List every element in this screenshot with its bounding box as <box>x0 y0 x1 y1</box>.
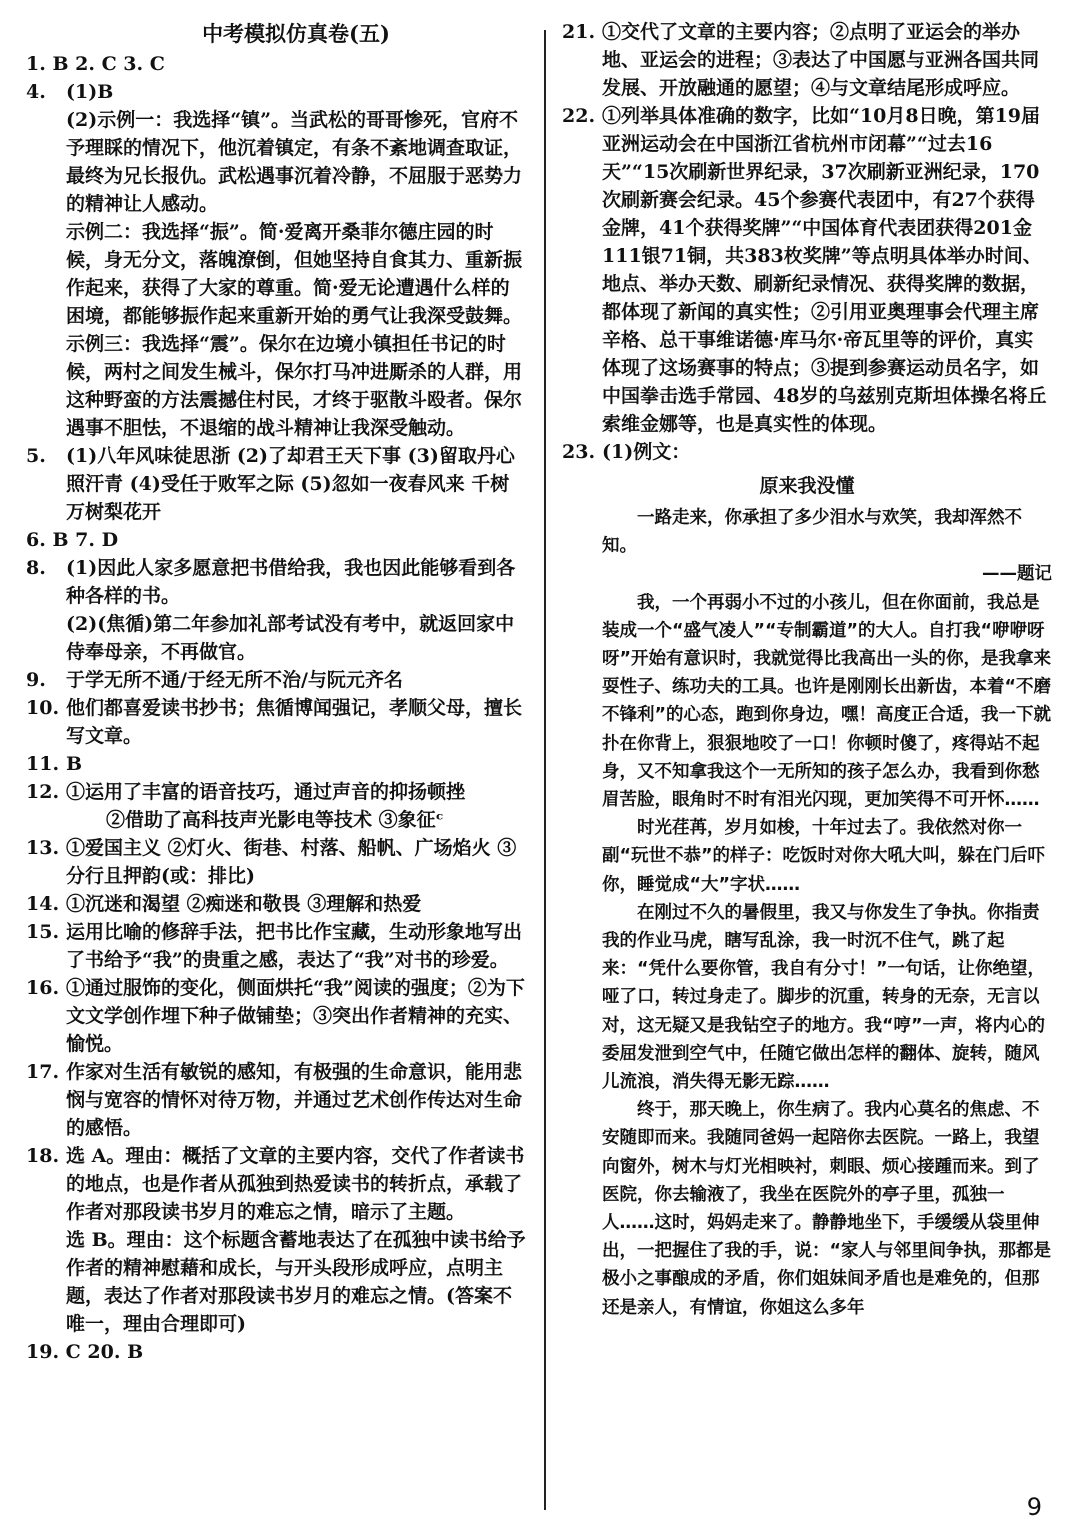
question-16 <box>26 974 526 1058</box>
question-4-part-1: (1)B <box>66 81 114 103</box>
essay-paragraph-4: 终于，那天晚上，你生病了。我内心莫名的焦虑、不安随即而来。我随同爸妈一起陪你去医院。一路上，我望向窗外，树木与灯光相映衬，刺眼、烦心接踵而来。到了医院，你去输液了，我坐在医院外的亭子里，孤独一人……这时，妈妈走来了。静静地坐下，手缓缓从袋里伸出，一把握住了我的手，说：“家人与邻里间争执，那都是极小之事酿成的矛盾，你们姐妹间矛盾也是难免的，但那还是亲人，有情谊，你姐这么多年 <box>602 1100 1051 1318</box>
question-8-number: 8. <box>26 557 46 579</box>
page-title: 中考模拟仿真卷(五) <box>202 21 390 46</box>
question-17 <box>26 1058 526 1142</box>
question-18-option-b: 选 B。理由：这个标题含蓄地表达了在孤独中读书给予作者的精神慰藉和成长，与开头段形成呼应，点明主题，表达了作者对那段读书岁月的难忘之情。(答案不唯一，理由合理即可) <box>66 1229 526 1335</box>
question-23 <box>562 438 1052 466</box>
question-11-number: 11. <box>26 753 60 775</box>
essay-title: 原来我没懂 <box>759 475 855 497</box>
question-4-example-3: 示例三：我选择“震”。保尔在边境小镇担任书记的时候，两村之间发生械斗，保尔打马冲进厮杀的人群，用这种野蛮的方法震撼住村民，才终于驱散斗殴者。保尔遇事不胆怯，不退缩的战斗精神让我深受触动。 <box>66 333 523 439</box>
question-9-text: 于学无所不通/于经无所不治/与阮元齐名 <box>66 669 403 691</box>
question-21 <box>562 18 1052 102</box>
question-13-number: 13. <box>26 837 60 859</box>
essay-paragraph-2: 时光荏苒，岁月如梭，十年过去了。我依然对你一副“玩世不恭”的样子：吃饭时对你大吼大叫，躲在门后吓你，睡觉成“大”字状…… <box>602 818 1046 895</box>
answers-6-7-text: 6. B 7. D <box>26 529 119 551</box>
question-11 <box>26 750 526 778</box>
question-11-text: B <box>66 753 83 775</box>
question-12-line-1: ①运用了丰富的语音技巧，通过声音的抑扬顿挫 <box>66 781 466 803</box>
question-21-number: 21. <box>562 21 596 43</box>
question-5-number: 5. <box>26 445 46 467</box>
question-17-text: 作家对生活有敏锐的感知，有极强的生命意识，能用悲悯与宽容的情怀对待万物，并通过艺术创作传达对生命的感悟。 <box>66 1061 523 1139</box>
question-12 <box>26 778 526 834</box>
question-21-text: ①交代了文章的主要内容；②点明了亚运会的举办地、亚运会的进程；③表达了中国愿与亚洲各国共同发展、开放融通的愿望；④与文章结尾形成呼应。 <box>602 21 1040 99</box>
question-4-example-1: (2)示例一：我选择“镇”。当武松的哥哥惨死，官府不予理睬的情况下，他沉着镇定，有条不紊地调查取证，最终为兄长报仇。武松遇事沉着冷静，不屈服于恶势力的精神让人感动。 <box>66 109 523 215</box>
question-10-text: 他们都喜爱读书抄书；焦循博闻强记，孝顺父母，擅长写文章。 <box>66 697 523 747</box>
right-column <box>562 18 1052 1322</box>
question-23-number: 23. <box>562 441 596 463</box>
question-23-label: (1)例文： <box>602 441 691 463</box>
question-4-example-2: 示例二：我选择“振”。简·爱离开桑菲尔德庄园的时候，身无分文，落魄潦倒，但她坚持自食其力、重新振作起来，获得了大家的尊重。简·爱无论遭遇什么样的困境，都能够振作起来重新开始的勇气让我深受鼓舞。 <box>66 221 523 327</box>
essay-paragraph-1: 我，一个再弱小不过的小孩儿，但在你面前，我总是装成一个“盛气凌人”“专制霸道”的大人。自打我“咿咿呀呀”开始有意识时，我就觉得比我高出一头的你，是我拿来耍性子、练功夫的工具。也许是刚刚长出新齿，本着“不磨不锋利”的心态，跑到你身边，嘿！高度正合适，我一下就扑在你背上，狠狠地咬了一口！你顿时傻了，疼得站不起身，又不知拿我这个一无所知的孩子怎么办，我看到你愁眉苦脸，眼角时不时有泪光闪现，更加笑得不可开怀…… <box>602 592 1051 811</box>
question-18-option-a: 选 A。理由：概括了文章的主要内容，交代了作者读书的地点，也是作者从孤独到热爱读书的转折点，承载了作者对那段读书岁月的难忘之情，暗示了主题。 <box>66 1145 525 1223</box>
question-13 <box>26 834 526 890</box>
question-8 <box>26 554 526 666</box>
essay-body <box>562 504 1052 1322</box>
question-10 <box>26 694 526 750</box>
question-16-text: ①通过服饰的变化，侧面烘托“我”阅读的强度；②为下文文学创作埋下种子做铺垫；③突出作者精神的充实、愉悦。 <box>66 977 525 1055</box>
question-10-number: 10. <box>26 697 60 719</box>
question-22-text: ①列举具体准确的数字，比如“10月8日晚，第19届亚洲运动会在中国浙江省杭州市闭幕”“过去16天”“15次刷新世界纪录，37次刷新亚洲纪录，170次刷新赛会纪录。45个参赛代表团中，有27个获得金牌，41个获得奖牌”“中国体育代表团获得201金111银71铜，共383枚奖牌”等点明具体举办时间、地点、举办天数、刷新纪录情况、获得奖牌的数据，都体现了新闻的真实性；②引用亚奥理事会代理主席辛格、总干事维诺德·库马尔·帝瓦里等的评价，真实体现了这场赛事的特点；③提到参赛运动员名字，如中国拳击选手常园、48岁的乌兹别克斯坦体操名将丘索维金娜等，也是真实性的体现。 <box>602 105 1047 435</box>
page-number: 9 <box>1026 1493 1042 1521</box>
essay-epigraph: 一路走来，你承担了多少泪水与欢笑，我却浑然不知。 <box>602 508 1022 557</box>
answers-1-3-text: 1. B 2. C 3. C <box>26 53 165 75</box>
question-12-number: 12. <box>26 781 60 803</box>
question-13-text: ①爱国主义 ②灯火、街巷、村落、船帆、广场焰火 ③分行且押韵(或：排比) <box>66 837 517 887</box>
question-14-number: 14. <box>26 893 60 915</box>
answers-6-7 <box>26 526 526 554</box>
answers-19-20 <box>26 1338 526 1366</box>
question-12-line-2: ②借助了高科技声光影电等技术 ③象征ᶜ <box>106 809 444 831</box>
question-22-number: 22. <box>562 105 596 127</box>
left-column <box>26 18 526 1366</box>
answers-1-3 <box>26 50 526 78</box>
question-8-part-2: (2)(焦循)第二年参加礼部考试没有考中，就返回家中侍奉母亲，不再做官。 <box>66 613 515 663</box>
question-15-text: 运用比喻的修辞手法，把书比作宝藏，生动形象地写出了书给予“我”的贵重之感，表达了“我”对书的珍爱。 <box>66 921 523 971</box>
question-5-text: (1)八年风味徒思浙 (2)了却君王天下事 (3)留取丹心照汗青 (4)受任于败军之际 (5)忽如一夜春风来 千树万树梨花开 <box>66 445 515 523</box>
question-9-number: 9. <box>26 669 46 691</box>
question-4 <box>26 78 526 442</box>
question-5 <box>26 442 526 526</box>
question-9 <box>26 666 526 694</box>
answers-19-20-text: 19. C 20. B <box>26 1341 144 1363</box>
essay-paragraph-3: 在刚过不久的暑假里，我又与你发生了争执。你指责我的作业马虎，瞎写乱涂，我一时沉不住气，跳了起来：“凭什么要你管，我自有分寸！”一句话，让你绝望，哑了口，转过身走了。脚步的沉重，转身的无奈，无言以对，这无疑又是我钻空子的地方。我“哼”一声，将内心的委屈发泄到空气中，任随它做出怎样的翻体、旋转，随风儿流浪，消失得无影无踪…… <box>602 902 1046 1093</box>
question-15-number: 15. <box>26 921 60 943</box>
question-15 <box>26 918 526 974</box>
question-16-number: 16. <box>26 977 60 999</box>
question-22 <box>562 102 1052 438</box>
column-divider <box>544 30 546 1510</box>
question-17-number: 17. <box>26 1061 60 1083</box>
question-8-part-1: (1)因此人家多愿意把书借给我，我也因此能够看到各种各样的书。 <box>66 557 516 607</box>
question-18 <box>26 1142 526 1338</box>
question-14 <box>26 890 526 918</box>
question-4-number: 4. <box>26 81 46 103</box>
question-18-number: 18. <box>26 1145 60 1167</box>
essay-epigraph-signature: ——题记 <box>982 564 1052 585</box>
question-14-text: ①沉迷和渴望 ②痴迷和敬畏 ③理解和热爱 <box>66 893 422 915</box>
